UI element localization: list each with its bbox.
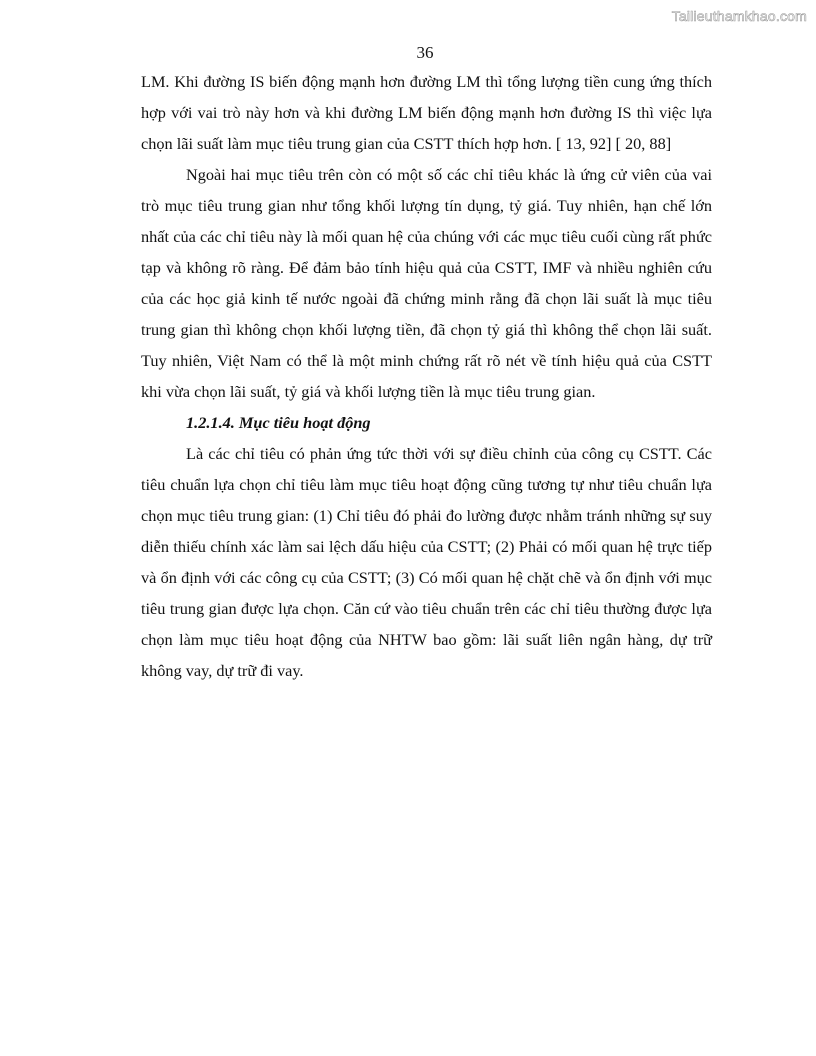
paragraph-other-indicators: Ngoài hai mục tiêu trên còn có một số các chỉ tiêu khác là ứng cử viên của vai trò mục tiêu trung gian như tổng khối lượng tín dụng, tỷ giá. Tuy nhiên, hạn chế lớn nhất của các chỉ tiêu này là mối quan hệ của chúng với các mục tiêu cuối cùng rất phức tạp và không rõ ràng. Để đảm bảo tính hiệu quả của CSTT, IMF và nhiều nghiên cứu của các học giả kinh tế nước ngoài đã chứng minh rằng đã chọn lãi suất là mục tiêu trung gian thì không chọn khối lượng tiền, đã chọn tỷ giá thì không thể chọn lãi suất. Tuy nhiên, Việt Nam có thể là một minh chứng rất rõ nét về tính hiệu quả của CSTT khi vừa chọn lãi suất, tỷ giá và khối lượng tiền là mục tiêu trung gian. — [141, 165, 712, 401]
document-body — [141, 66, 712, 686]
paragraph-operating-targets: Là các chỉ tiêu có phản ứng tức thời với sự điều chỉnh của công cụ CSTT. Các tiêu chuẩn lựa chọn chỉ tiêu làm mục tiêu hoạt động cũng tương tự như tiêu chuẩn lựa chọn mục tiêu trung gian: (1) Chỉ tiêu đó phải đo lường được nhằm tránh những sự suy diễn thiếu chính xác làm sai lệch dấu hiệu của CSTT; (2) Phải có mối quan hệ trực tiếp và ổn định với các công cụ của CSTT; (3) Có mối quan hệ chặt chẽ và ổn định với mục tiêu trung gian được lựa chọn. Căn cứ vào tiêu chuẩn trên các chỉ tiêu thường được lựa chọn làm mục tiêu hoạt động của NHTW bao gồm: lãi suất liên ngân hàng, dự trữ không vay, dự trữ đi vay. — [141, 444, 712, 680]
paragraph-continuation: LM. Khi đường IS biến động mạnh hơn đường LM thì tổng lượng tiền cung ứng thích hợp với vai trò này hơn và khi đường LM biến động mạnh hơn đường IS thì việc lựa chọn lãi suất làm mục tiêu trung gian của CSTT thích hợp hơn. [ 13, 92] [ 20, 88] — [141, 72, 712, 153]
watermark-text: Tailieuthamkhao.com — [671, 8, 807, 24]
page-number: 36 — [416, 43, 434, 62]
section-heading: 1.2.1.4. Mục tiêu hoạt động — [186, 413, 371, 432]
